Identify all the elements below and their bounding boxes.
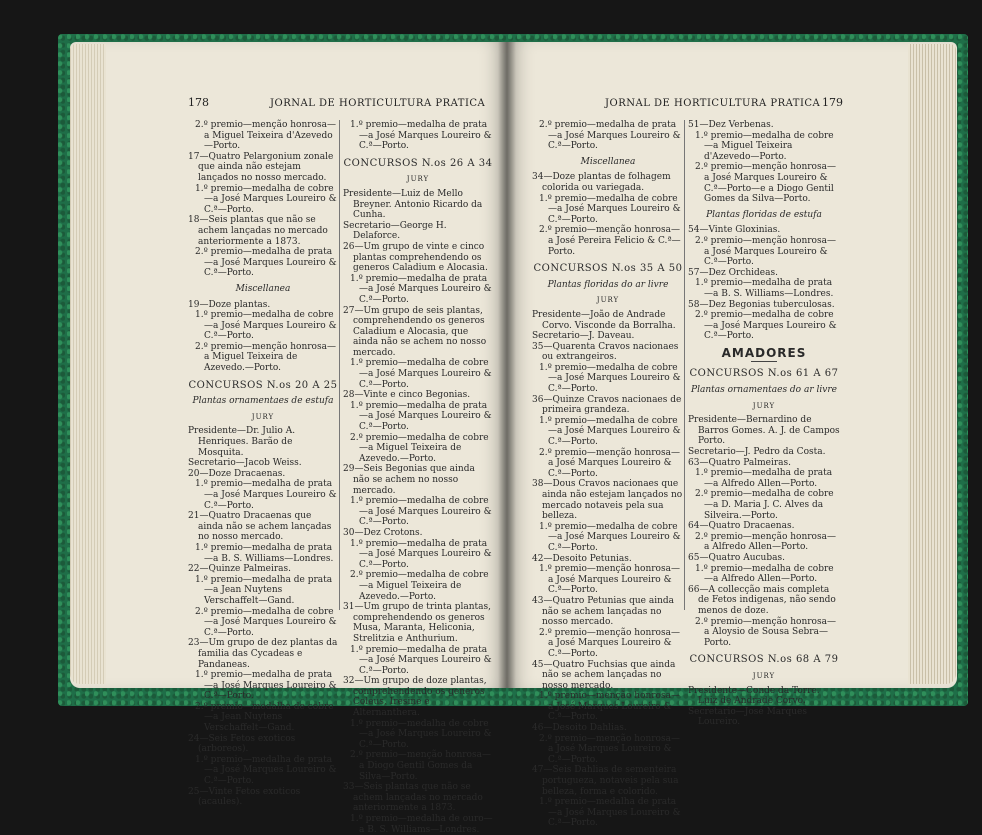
award-line: 1.º premio—medalha de cobre—a José Marques Loureiro & C.ª—Porto. bbox=[539, 193, 681, 225]
award-line: 1.º premio—medalha de cobre—a José Marques Loureiro & C.ª—Porto. bbox=[539, 415, 681, 448]
jury-label: JURY bbox=[596, 296, 620, 305]
entry-line: 34—Doze plantas de folhagem colorida ou variegada. bbox=[532, 172, 671, 193]
award-line: 2.º premio—menção honrosa—a José Marques Loureiro & C.ª—Porto. bbox=[695, 235, 836, 268]
left-column-rule bbox=[339, 120, 340, 610]
award-line: 1.º premio—menção honrosa—a José Marques Loureiro & C.ª—Porto. bbox=[539, 691, 680, 723]
entry-line: 45—Quatro Fuchsias que ainda não se achem lançadas no nosso mercado. bbox=[532, 659, 676, 691]
award-line: 1.º premio—medalha de cobre—a Miguel Teixeira d'Azevedo—Porto. bbox=[695, 130, 834, 162]
section-heading: CONCURSOS N.os 20 A 25 bbox=[188, 379, 338, 391]
award-line: 1.º premio—medalha de cobre—a José Marques Loureiro & C.ª—Porto. bbox=[350, 718, 492, 750]
award-line: 2.º premio—menção honrosa—a José Marques Loureiro & C.ª—Porto—e a Diogo Gentil Gomes da Silva—Porto. bbox=[695, 162, 836, 205]
entry-line: 18—Seis plantas que não se achem lançadas no mercado anteriormente a 1873. bbox=[188, 215, 328, 247]
award-line: 1.º premio—medalha de prata—a José Marques Loureiro & C.ª—Porto. bbox=[350, 538, 492, 570]
award-line: 1.º premio—medalha de cobre—a José Marques Loureiro & C.ª—Porto. bbox=[350, 496, 492, 528]
entry-line: Presidente—Dr. Julio A. Henriques. Barão de Mosquita. bbox=[188, 426, 296, 458]
section-heading: CONCURSOS N.os 61 A 67 bbox=[689, 368, 839, 380]
award-line: 1.º premio—medalha de prata—a José Marques Loureiro & C.ª—Porto. bbox=[195, 754, 337, 787]
entry-line: Secretario—J. Daveau. bbox=[532, 331, 635, 342]
right-page-column-2 bbox=[688, 120, 840, 728]
award-line: 2.º premio—medalha de cobre—a D. Maria J. C. Alves da Silveira.—Porto. bbox=[695, 489, 834, 521]
entry-line: 58—Dez Begonias tuberculosas. bbox=[688, 299, 835, 310]
entry-line: 24—Seis Fetos exoticos (arboreos). bbox=[188, 733, 296, 755]
award-line: 1.º premio—medalha de prata—a B. S. Williams—Londres. bbox=[695, 278, 834, 299]
entry-line: 47—Seis Dahlias de sementeira portugueza, notaveis pela sua belleza, forma e colorido. bbox=[532, 765, 679, 797]
entry-line: 28—Vinte e cinco Begonias. bbox=[343, 390, 471, 401]
category-heading: Miscellanea bbox=[235, 283, 291, 294]
jury-label: JURY bbox=[752, 401, 776, 410]
entry-line: 35—Quarenta Cravos nacionaes ou extrangeiros. bbox=[532, 341, 679, 363]
award-line: 2.º premio—menção honrosa—a José Marques Loureiro & C.ª—Porto. bbox=[539, 627, 680, 659]
entry-line: 23—Um grupo de dez plantas da familia das Cycadeas e Pandaneas. bbox=[188, 638, 338, 670]
entry-line: 57—Dez Orchideas. bbox=[688, 267, 778, 278]
award-line: 2.º premio—medalha de cobre—a Miguel Teixeira de Azevedo.—Porto. bbox=[350, 570, 489, 602]
entry-line: 30—Dez Crotons. bbox=[343, 527, 423, 538]
award-line: 1.º premio—medalha de prata—a José Marques Loureiro & C.ª—Porto. bbox=[195, 479, 337, 511]
category-heading: Plantas ornamentaes do ar livre bbox=[691, 385, 837, 396]
entry-line: 65—Quatro Aucubas. bbox=[688, 552, 785, 563]
award-line: 1.º premio—medalha de cobre—a José Marques Loureiro & C.ª—Porto. bbox=[195, 183, 337, 215]
award-line: 2.º premio—medalha de cobre—a José Marques Loureiro & C.ª—Porto. bbox=[195, 606, 337, 638]
section-heading: CONCURSOS N.os 35 A 50 bbox=[533, 263, 683, 275]
award-line: 2.º premio—medalha de cobre—a Jean Nuytens Verschaffelt—Gand. bbox=[195, 701, 334, 734]
award-line: 2.º premio—menção honrosa—a Miguel Teixeira d'Azevedo—Porto. bbox=[195, 120, 336, 152]
entry-line: 29—Seis Begonias que ainda não se achem no nosso mercado. bbox=[343, 464, 475, 496]
entry-line: 26—Um grupo de vinte e cinco plantas comprehendendo os generos Caladium e Alocasia. bbox=[343, 241, 488, 274]
entry-line: 17—Quatro Pelargonium zonale que ainda não estejam lançados no nosso mercado. bbox=[188, 151, 334, 183]
entry-line: Secretario—Jacob Weiss. bbox=[188, 458, 302, 469]
award-line: 2.º premio—menção honrosa—a Alfredo Allen—Porto. bbox=[695, 531, 836, 553]
entry-line: 32—Um grupo de doze plantas, comprehendendo os generos Coleus, Iresine e Alternanthera. bbox=[343, 676, 487, 719]
award-line: 1.º premio—medalha de prata—a José Marques Loureiro & C.ª—Porto. bbox=[539, 797, 681, 829]
entry-line: 43—Quatro Petunias que ainda não se achem lançadas no nosso mercado. bbox=[532, 595, 675, 628]
entry-line: Presidente—Bernardino de Barros Gomes. A. J. de Campos Porto. bbox=[688, 415, 840, 447]
entry-line: 20—Doze Dracaenas. bbox=[188, 468, 286, 479]
award-line: 2.º premio—medalha de prata—a José Marques Loureiro & C.ª—Porto. bbox=[195, 247, 337, 279]
award-line: 1.º premio—medalha de prata—a Alfredo Allen—Porto. bbox=[695, 468, 833, 489]
award-line: 1.º premio—menção honrosa—a José Marques Loureiro & C.ª—Porto. bbox=[539, 564, 680, 596]
award-line: 1.º premio—medalha de cobre—a Alfredo Allen—Porto. bbox=[695, 563, 834, 585]
right-column-rule bbox=[684, 120, 685, 610]
award-line: 1.º premio—medalha de prata—a José Marques Loureiro & C.ª—Porto. bbox=[195, 670, 337, 702]
entry-line: 21—Quatro Dracaenas que ainda não se achem lançadas no nosso mercado. bbox=[188, 511, 332, 543]
entry-line: Presidente—Conde da Torre. Luiz de Andrade Corvo. bbox=[688, 685, 820, 707]
left-page-column-1 bbox=[188, 120, 338, 808]
award-line: 1.º premio—medalha de prata—a B. S. Williams—Londres. bbox=[195, 542, 334, 564]
jury-label: JURY bbox=[406, 175, 430, 184]
award-line: 1.º premio—medalha de prata—a José Marques Loureiro & C.ª—Porto. bbox=[350, 644, 492, 676]
section-heading: CONCURSOS N.os 26 A 34 bbox=[343, 157, 493, 169]
section-heading: CONCURSOS N.os 68 A 79 bbox=[689, 654, 839, 666]
entry-line: Secretario—José Marques Loureiro. bbox=[688, 706, 807, 728]
left-page-edges bbox=[70, 44, 106, 684]
entry-line: Secretario—George H. Delaforce. bbox=[343, 220, 447, 242]
jury-label: JURY bbox=[251, 412, 275, 421]
award-line: 1.º premio—medalha de cobre—a José Marques Loureiro & C.ª—Porto. bbox=[539, 521, 681, 553]
entry-line: 33—Seis plantas que não se achem lançadas no mercado anteriormente a 1873. bbox=[343, 782, 483, 814]
award-line: 1.º premio—medalha de cobre—a José Marques Loureiro & C.ª—Porto. bbox=[539, 362, 681, 395]
category-heading: Plantas ornamentaes de estufa bbox=[192, 396, 334, 407]
award-line: 2.º premio—menção honrosa—a José Marques Loureiro & C.ª—Porto. bbox=[539, 733, 680, 765]
right-page-number: 179 bbox=[822, 96, 843, 109]
award-line: 1.º premio—medalha de prata—a Jean Nuytens Verschaffelt—Gand. bbox=[195, 574, 333, 606]
entry-line: Secretario—J. Pedro da Costa. bbox=[688, 447, 826, 458]
entry-line: 63—Quatro Palmeiras. bbox=[688, 457, 791, 468]
award-line: 1.º premio—medalha de prata—a José Marques Loureiro & C.ª—Porto. bbox=[350, 273, 492, 305]
award-line: 2.º premio—medalha de cobre—a José Marques Loureiro & C.ª—Porto. bbox=[695, 310, 837, 342]
entry-line: 66—A collecção mais completa de Fetos indigenas, não sendo menos de doze. bbox=[688, 584, 836, 616]
award-line: 2.º premio—menção honrosa—a Miguel Teixeira de Azevedo.—Porto. bbox=[195, 341, 336, 374]
award-line: 2.º premio—menção honrosa—a Aloysio de Sousa Sebra—Porto. bbox=[695, 616, 836, 648]
entry-line: 38—Dous Cravos nacionaes que ainda não estejam lançados no mercado notaveis pela sua belleza. bbox=[532, 479, 683, 522]
book-gutter bbox=[498, 42, 516, 688]
award-line: 1.º premio—medalha de ouro—a B. S. Williams—Londres. bbox=[350, 814, 493, 835]
entry-line: 22—Quinze Palmeiras. bbox=[188, 564, 292, 575]
award-line: 2.º premio—menção honrosa—a Diogo Gentil Gomes da Silva—Porto. bbox=[350, 750, 491, 782]
entry-line: 25—Vinte Fetos exoticos (acaules). bbox=[188, 786, 301, 808]
entry-line: 19—Doze plantas. bbox=[188, 299, 271, 310]
entry-line: 31—Um grupo de trinta plantas, comprehendendo os generos Musa, Maranta, Heliconia, Strelitzia e Anthurium. bbox=[343, 602, 491, 644]
award-line: 1.º premio—medalha de prata—a José Marques Loureiro & C.ª—Porto. bbox=[350, 120, 492, 152]
jury-label: JURY bbox=[752, 671, 776, 680]
category-heading: Plantas floridas de estufa bbox=[706, 209, 822, 220]
entry-line: Presidente—Luiz de Mello Breyner. Antonio Ricardo da Cunha. bbox=[343, 188, 483, 221]
entry-line: 51—Dez Verbenas. bbox=[688, 120, 774, 130]
entry-line: 36—Quinze Cravos nacionaes de primeira grandeza. bbox=[532, 394, 682, 416]
left-page-number: 178 bbox=[188, 96, 209, 109]
entry-line: 64—Quatro Dracaenas. bbox=[688, 521, 795, 532]
left-page-column-2 bbox=[343, 120, 493, 835]
award-line: 1.º premio—medalha de prata—a José Marques Loureiro & C.ª—Porto. bbox=[350, 400, 492, 433]
award-line: 2.º premio—menção honrosa—a José Pereira Felicio & C.ª—Porto. bbox=[539, 225, 681, 257]
entry-line: Presidente—João de Andrade Corvo. Visconde da Borralha. bbox=[532, 309, 676, 331]
entry-line: 42—Desoito Petunias. bbox=[532, 553, 632, 564]
title-divider bbox=[751, 361, 777, 362]
category-heading: Plantas floridas do ar livre bbox=[547, 279, 669, 290]
entry-line: 46—Desoito Dahlias. bbox=[532, 723, 627, 734]
entry-line: 54—Vinte Gloxinias. bbox=[688, 225, 781, 236]
category-heading: Miscellanea bbox=[580, 156, 636, 167]
right-page-edges bbox=[908, 44, 956, 684]
award-line: 2.º premio—menção honrosa—a José Marques Loureiro & C.ª—Porto. bbox=[539, 447, 680, 479]
award-line: 1.º premio—medalha de cobre—a José Marques Loureiro & C.ª—Porto. bbox=[350, 358, 492, 390]
award-line: 2.º premio—medalha de prata—a José Marques Loureiro & C.ª—Porto. bbox=[539, 120, 681, 152]
right-running-head: JORNAL DE HORTICULTURA PRATICA bbox=[605, 98, 821, 109]
left-running-head: JORNAL DE HORTICULTURA PRATICA bbox=[270, 98, 486, 109]
right-page-column-1 bbox=[532, 120, 684, 829]
section-title: AMADORES bbox=[721, 345, 807, 360]
award-line: 2.º premio—medalha de cobre—a Miguel Teixeira de Azevedo.—Porto. bbox=[350, 432, 489, 464]
award-line: 1.º premio—medalha de cobre—a José Marques Loureiro & C.ª—Porto. bbox=[195, 310, 337, 342]
entry-line: 27—Um grupo de seis plantas, comprehendendo os generos Caladium e Alocasia, que ainda não se achem no nosso mercado. bbox=[343, 305, 487, 358]
